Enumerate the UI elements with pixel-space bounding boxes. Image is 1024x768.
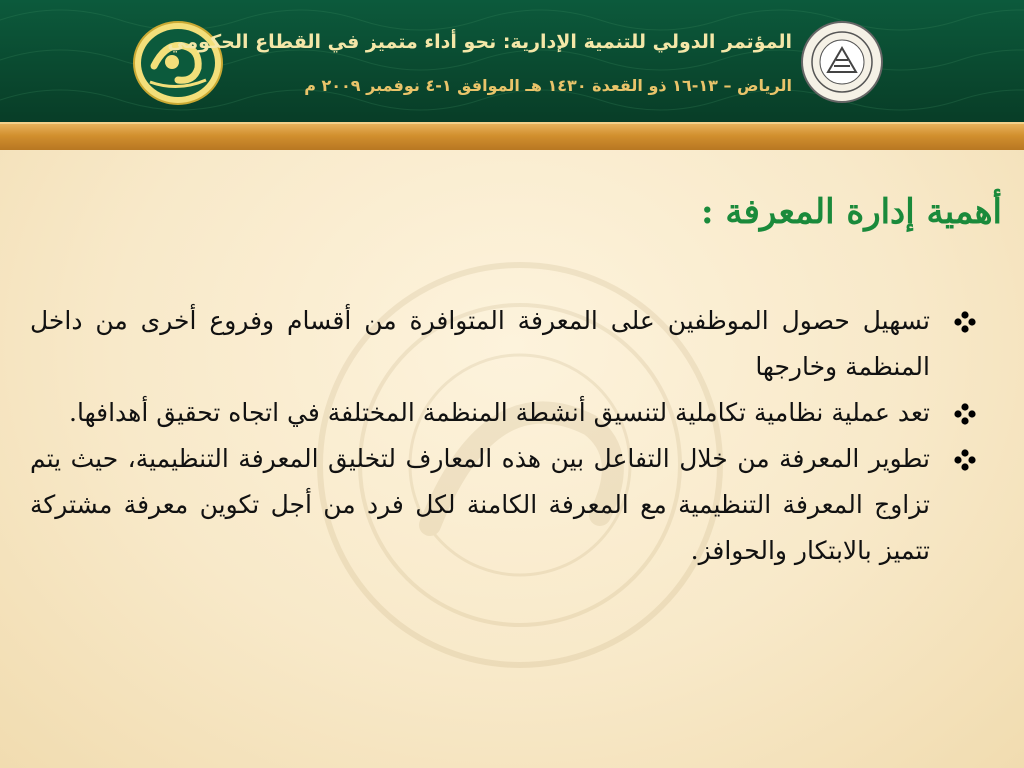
institute-seal-icon [800, 20, 884, 104]
bullet-text: تسهيل حصول الموظفين على المعرفة المتوافرة من أقسام وفروع أخرى من داخل المنظمة وخارجها [30, 306, 930, 381]
bullet-text: تعد عملية نظامية تكاملية لتنسيق أنشطة المنظمة المختلفة في اتجاه تحقيق أهدافها. [69, 398, 930, 427]
conference-date: الرياض – ١٣-١٦ ذو القعدة ١٤٣٠ هـ الموافق ١-٤ نوفمبر ٢٠٠٩ م [304, 76, 792, 95]
diamond-bullet-icon [954, 403, 976, 425]
diamond-bullet-icon [954, 311, 976, 333]
bullet-item [30, 298, 994, 390]
conference-title: المؤتمر الدولي للتنمية الإدارية: نحو أداء متميز في القطاع الحكومي [167, 31, 792, 53]
bullet-list [30, 298, 994, 574]
diamond-bullet-icon [954, 449, 976, 471]
header-banner [0, 0, 1024, 122]
bullet-item [30, 436, 994, 574]
bullet-text: تطوير المعرفة من خلال التفاعل بين هذه المعارف لتخليق المعرفة التنظيمية، حيث يتم تزاوج المعرفة التنظيمية مع المعرفة الكامنة لكل فرد من أجل تكوين معرفة مشتركة تتميز بالابتكار والحوافز. [30, 444, 930, 565]
bullet-item [30, 390, 994, 436]
gold-divider-bar [0, 122, 1024, 150]
slide-heading: أهمية إدارة المعرفة : [701, 192, 1002, 232]
